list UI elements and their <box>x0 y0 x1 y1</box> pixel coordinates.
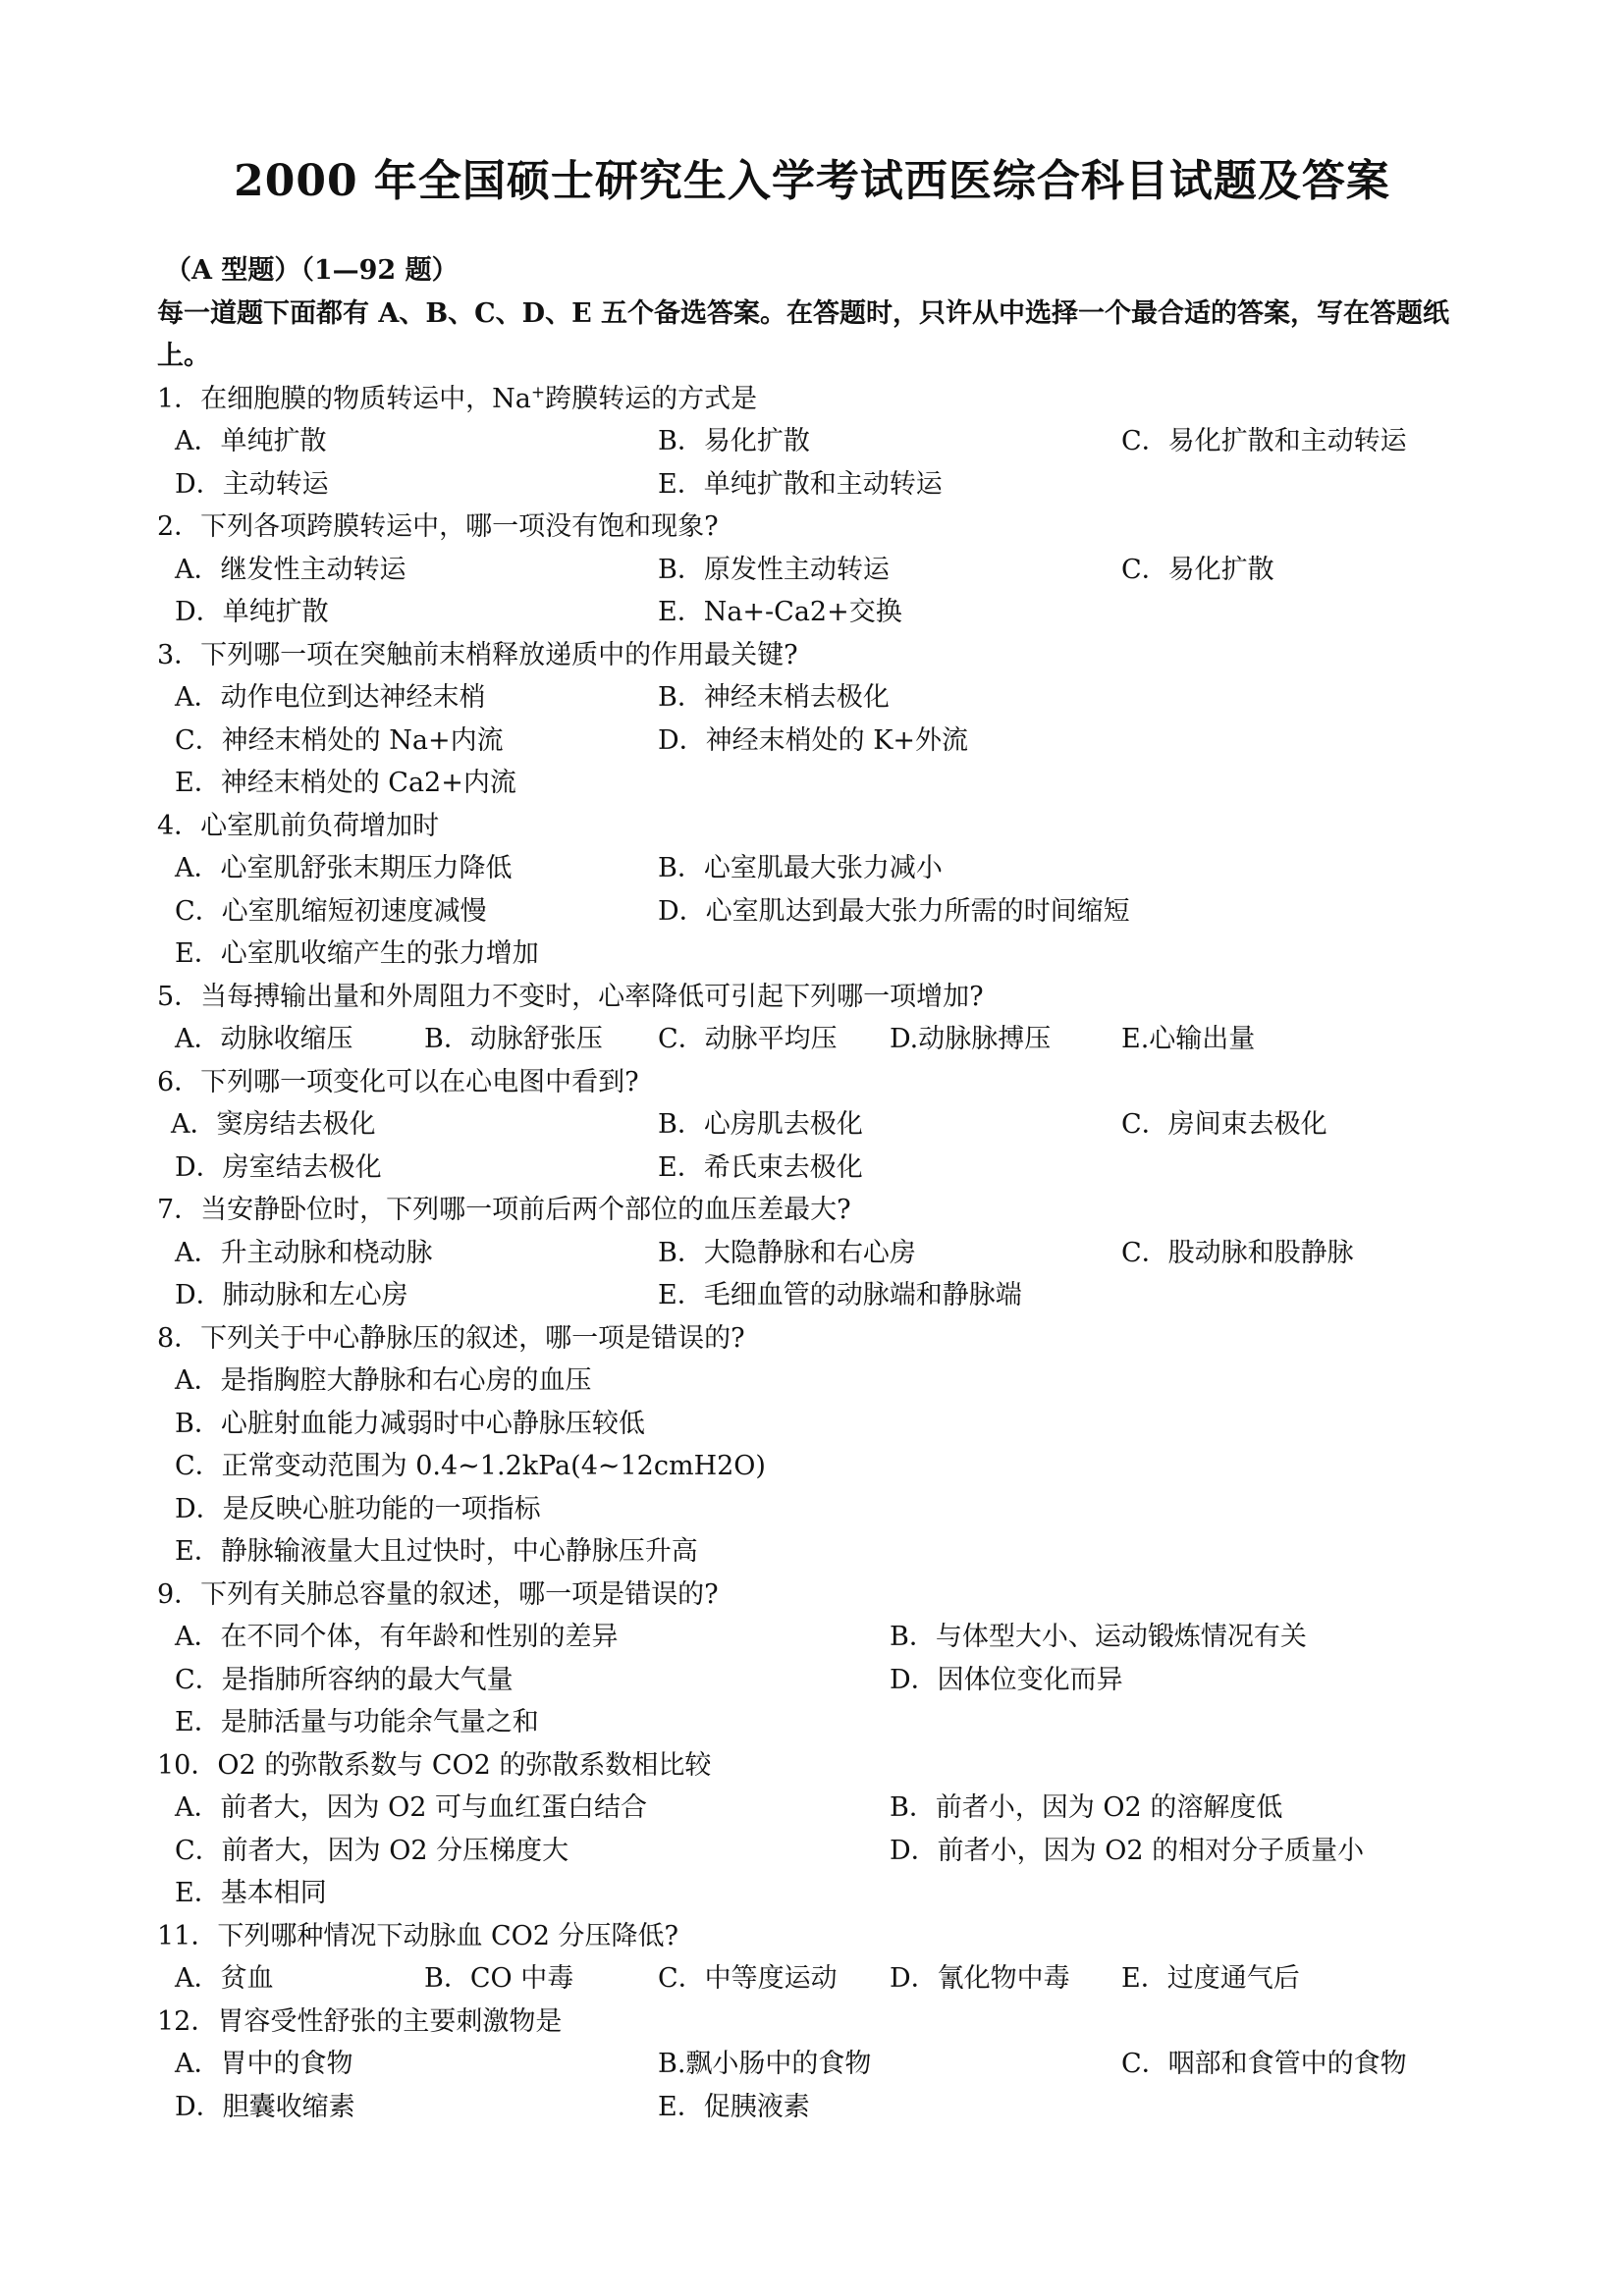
question-10: 10．O2 的弥散系数与 CO2 的弥散系数相比较 <box>157 1749 712 1781</box>
question-4-options <box>157 847 1492 890</box>
option-d: D．是反映心脏功能的一项指标 <box>175 1493 541 1524</box>
option-b: B．心房肌去极化 <box>658 1109 863 1140</box>
option-d: D．单纯扩散 <box>175 597 329 627</box>
option-d: D．胆囊收缩素 <box>175 2091 355 2122</box>
option-a: A．在不同个体，有年龄和性别的差异 <box>175 1622 619 1652</box>
option-e: E．过度通气后 <box>1121 1963 1300 1994</box>
option-a: A．心室肌舒张末期压力降低 <box>175 853 513 883</box>
question-3-options <box>157 676 1492 720</box>
option-c: C．动脉平均压 <box>658 1024 838 1054</box>
option-a: A．窦房结去极化 <box>171 1109 376 1140</box>
instructions: 每一道题下面都有 A、B、C、D、E 五个备选答案。在答题时，只许从中选择一个最合适的答案，写在答题纸上。 <box>157 297 1450 371</box>
option-b: B．前者小，因为 O2 的溶解度低 <box>890 1792 1283 1823</box>
option-c: C．股动脉和股静脉 <box>1121 1237 1354 1268</box>
option-c: C．易化扩散和主动转运 <box>1121 426 1407 456</box>
option-a: A．贫血 <box>175 1963 274 1994</box>
option-e: E．神经末梢处的 Ca2+内流 <box>175 768 516 798</box>
section-label: （A 型题）（1—92 题） <box>165 255 459 286</box>
option-a: A．是指胸腔大静脉和右心房的血压 <box>175 1365 592 1396</box>
question-7: 7．当安静卧位时，下列哪一项前后两个部位的血压差最大? <box>157 1195 851 1225</box>
option-b: B．CO 中毒 <box>424 1963 574 1994</box>
option-c: C．中等度运动 <box>658 1963 838 1994</box>
option-b: B．原发性主动转运 <box>658 554 890 585</box>
option-d: D．房室结去极化 <box>175 1151 382 1183</box>
option-a: A．动脉收缩压 <box>175 1024 353 1054</box>
question-7-options <box>157 1232 1492 1275</box>
question-5-options <box>157 1018 1492 1061</box>
exam-body <box>157 249 1492 2128</box>
option-b: B．心脏射血能力减弱时中心静脉压较低 <box>175 1408 645 1439</box>
option-b: B．神经末梢去极化 <box>658 682 890 713</box>
option-b: B．易化扩散 <box>658 426 810 456</box>
option-c: C．神经末梢处的 Na+内流 <box>175 724 504 756</box>
option-e: E．是肺活量与功能余气量之和 <box>175 1707 539 1737</box>
option-a: A．升主动脉和桡动脉 <box>175 1237 433 1268</box>
option-c: C．心室肌缩短初速度减慢 <box>175 895 487 927</box>
question-1: 1．在细胞膜的物质转运中，Na+跨膜转运的方式是 <box>157 382 758 414</box>
question-11: 11．下列哪种情况下动脉血 CO2 分压降低? <box>157 1920 678 1951</box>
option-e: E．希氏束去极化 <box>658 1151 863 1183</box>
question-2: 2．下列各项跨膜转运中，哪一项没有饱和现象? <box>157 511 719 542</box>
option-a: A．前者大，因为 O2 可与血红蛋白结合 <box>175 1792 647 1823</box>
option-a: A．胃中的食物 <box>175 2049 353 2079</box>
question-3: 3．下列哪一项在突触前末梢释放递质中的作用最关键? <box>157 639 798 670</box>
question-6-options <box>157 1103 1492 1147</box>
option-c: C．咽部和食管中的食物 <box>1121 2049 1407 2079</box>
question-12: 12．胃容受性舒张的主要刺激物是 <box>157 2005 563 2037</box>
option-d: D．主动转运 <box>175 468 329 500</box>
option-c: C．前者大，因为 O2 分压梯度大 <box>175 1835 569 1866</box>
page-title: 2000 年全国硕士研究生入学考试西医综合科目试题及答案 <box>234 156 1390 206</box>
option-e: E．毛细血管的动脉端和静脉端 <box>658 1280 1022 1310</box>
option-c: C．房间束去极化 <box>1121 1109 1327 1140</box>
option-b: B.飘小肠中的食物 <box>658 2049 872 2079</box>
option-e: E．静脉输液量大且过快时，中心静脉压升高 <box>175 1536 698 1567</box>
option-e: E.心输出量 <box>1121 1024 1256 1054</box>
option-e: E．促胰液素 <box>658 2091 810 2122</box>
option-d: D．前者小，因为 O2 的相对分子质量小 <box>890 1835 1365 1866</box>
option-d: D.动脉脉搏压 <box>890 1024 1052 1054</box>
question-1-options <box>157 420 1492 463</box>
option-e: E．单纯扩散和主动转运 <box>658 468 943 500</box>
question-5: 5．当每搏输出量和外周阻力不变时，心率降低可引起下列哪一项增加? <box>157 981 984 1012</box>
option-b: B．动脉舒张压 <box>424 1024 603 1054</box>
option-e: E．基本相同 <box>175 1878 327 1908</box>
option-d: D．因体位变化而异 <box>890 1664 1123 1695</box>
question-4: 4．心室肌前负荷增加时 <box>157 810 440 841</box>
option-b: B．与体型大小、运动锻炼情况有关 <box>890 1622 1307 1652</box>
option-e: E．Na+-Ca2+交换 <box>658 597 902 627</box>
option-b: B．大隐静脉和右心房 <box>658 1237 916 1268</box>
option-e: E．心室肌收缩产生的张力增加 <box>175 938 539 969</box>
option-c: C．是指肺所容纳的最大气量 <box>175 1664 514 1695</box>
question-8: 8．下列关于中心静脉压的叙述，哪一项是错误的? <box>157 1322 745 1354</box>
option-d: D．氰化物中毒 <box>890 1963 1070 1994</box>
question-6: 6．下列哪一项变化可以在心电图中看到? <box>157 1066 639 1097</box>
option-b: B．心室肌最大张力减小 <box>658 853 943 883</box>
option-a: A．动作电位到达神经末梢 <box>175 682 486 713</box>
option-d: D．神经末梢处的 K+外流 <box>658 724 969 756</box>
option-c: C．正常变动范围为 0.4~1.2kPa(4~12cmH2O) <box>175 1451 766 1481</box>
option-a: A．继发性主动转运 <box>175 554 406 585</box>
option-c: C．易化扩散 <box>1121 554 1274 585</box>
option-d: D．肺动脉和左心房 <box>175 1280 408 1310</box>
question-9: 9．下列有关肺总容量的叙述，哪一项是错误的? <box>157 1578 719 1610</box>
option-d: D．心室肌达到最大张力所需的时间缩短 <box>658 895 1130 927</box>
option-a: A．单纯扩散 <box>175 426 327 456</box>
question-2-options <box>157 549 1492 592</box>
